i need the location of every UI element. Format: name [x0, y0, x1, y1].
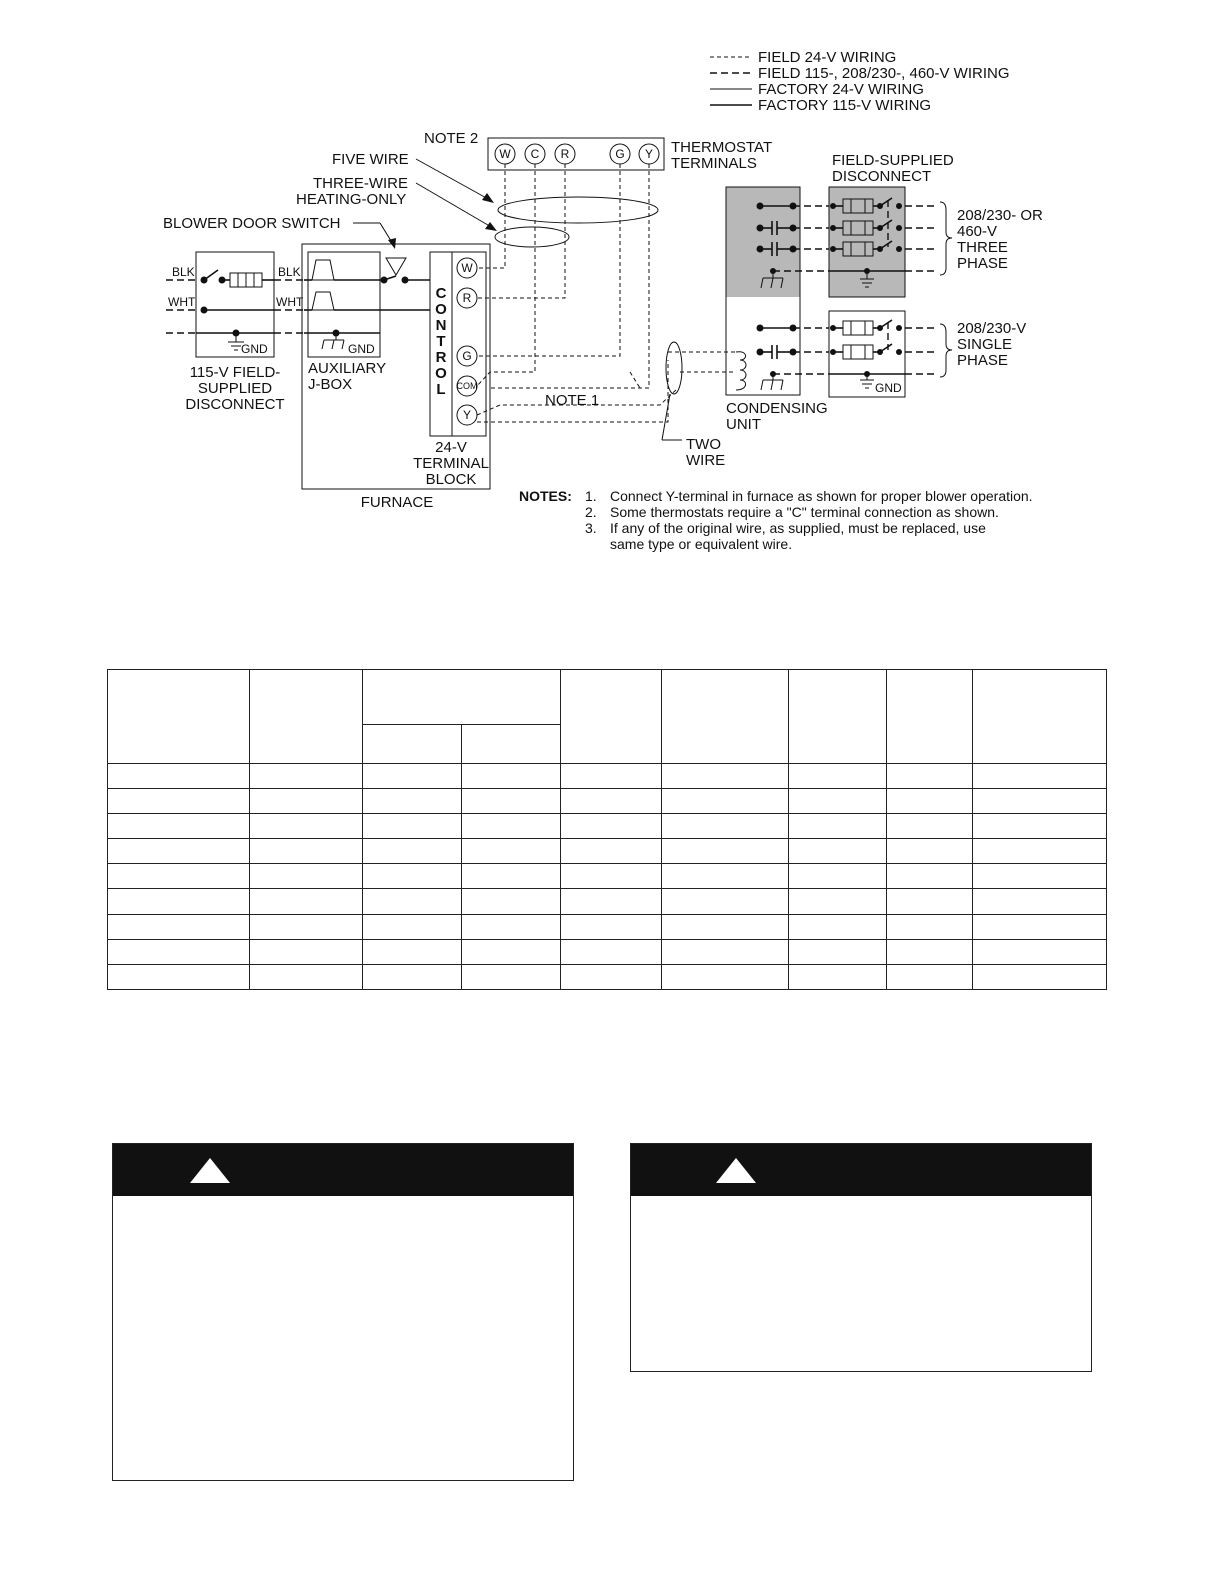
thermostat-terminal-g: G [615, 147, 625, 161]
warning-box-right [630, 1143, 1092, 1372]
field-24v-wiring [477, 164, 736, 469]
control-letter-t: T [436, 333, 446, 350]
three-wire-label-2: HEATING-ONLY [296, 191, 407, 208]
blower-door-switch-label: BLOWER DOOR SWITCH [163, 215, 341, 232]
table-row [108, 914, 1107, 939]
notes [519, 488, 1033, 552]
condensing-unit [726, 187, 828, 433]
thermostat-terminal-r: R [560, 147, 570, 161]
note-1-num: 1. [585, 488, 597, 504]
disconnect-blk-out: BLK [278, 265, 301, 279]
table-header-cell [363, 725, 462, 763]
condensing-label-1: CONDENSING [726, 400, 828, 417]
control-letter-o1: O [435, 301, 447, 318]
table-header-cell [363, 670, 561, 725]
table-header-cell [108, 670, 250, 764]
thermostat-label-2: TERMINALS [671, 155, 757, 172]
table-header-cell [887, 670, 973, 764]
note-2-num: 2. [585, 504, 597, 520]
thermostat-terminal-y: Y [644, 147, 654, 161]
control-terminal-g: G [462, 349, 472, 363]
furnace-label: FURNACE [360, 494, 434, 511]
table-row [108, 939, 1107, 964]
control-letter-n: N [435, 317, 447, 334]
table-header-cell [561, 670, 662, 764]
table-header-cell [789, 670, 887, 764]
warning-box-left [112, 1143, 574, 1481]
warning-header [113, 1144, 573, 1196]
warning-header [631, 1144, 1091, 1196]
table-header-cell [973, 670, 1107, 764]
disconnect-label-1: 115-V FIELD- [189, 364, 281, 381]
disconnect-wht-in: WHT [168, 295, 196, 309]
table-row [108, 839, 1107, 864]
jbox-label-1: AUXILIARY [308, 360, 387, 377]
note-3-text: If any of the original wire, as supplied, must be replaced, use [610, 520, 986, 536]
condensing-disconnects [773, 152, 1043, 397]
legend-factory-115v: FACTORY 115-V WIRING [758, 97, 932, 114]
note-2-label: NOTE 2 [424, 130, 479, 147]
disconnect-label-3: DISCONNECT [185, 396, 285, 413]
note-1-text: Connect Y-terminal in furnace as shown for proper blower operation. [610, 488, 1033, 504]
two-wire-label-2: WIRE [686, 452, 726, 469]
block-label-3: BLOCK [425, 471, 477, 488]
legend-field-115v: FIELD 115-, 208/230-, 460-V WIRING [758, 65, 1010, 82]
three-phase-label-3: THREE [957, 239, 1008, 256]
note-1-label: NOTE 1 [545, 392, 600, 409]
spec-table [107, 669, 1107, 990]
control-terminal-y: Y [462, 408, 472, 422]
legend-factory-24v: FACTORY 24-V WIRING [758, 81, 924, 98]
three-phase-label-1: 208/230- OR [957, 207, 1043, 224]
warning-triangle-icon [716, 1158, 756, 1183]
note-3-num: 3. [585, 520, 597, 536]
condensing-label-2: UNIT [726, 416, 761, 433]
control-letter-l: L [436, 381, 446, 398]
single-phase-label-2: SINGLE [957, 336, 1013, 353]
block-label-2: TERMINAL [413, 455, 489, 472]
table-row [108, 864, 1107, 889]
furnace [302, 244, 490, 511]
wire-callouts [163, 151, 658, 249]
disconnect-wht-out: WHT [276, 295, 304, 309]
three-wire-label-1: THREE-WIRE [313, 175, 408, 192]
cond-disconnect-gnd: GND [875, 381, 902, 395]
table-row [108, 763, 1107, 788]
legend-field-24v: FIELD 24-V WIRING [758, 49, 897, 66]
table-row [108, 788, 1107, 813]
wiring-diagram [0, 0, 1224, 600]
disconnect-blk-in: BLK [172, 265, 195, 279]
note-2-text: Some thermostats require a "C" terminal connection as shown. [610, 504, 999, 520]
legend [710, 49, 1010, 114]
table-header-row [108, 670, 1107, 725]
table-header-cell [662, 670, 789, 764]
note-3-text-cont: same type or equivalent wire. [610, 536, 793, 552]
control-terminal-r: R [462, 291, 472, 305]
single-phase-label-3: PHASE [957, 352, 1008, 369]
control-terminal-w: W [461, 261, 473, 275]
thermostat-label-1: THERMOSTAT [671, 139, 773, 156]
table-row [108, 813, 1107, 838]
thermostat-terminal-w: W [499, 147, 511, 161]
table-header-cell [462, 725, 561, 763]
three-phase-label-2: 460-V [957, 223, 998, 240]
field-disconnect-115v [166, 252, 304, 413]
table-header-cell [250, 670, 363, 764]
thermostat [424, 130, 772, 172]
disconnect-label-2: SUPPLIED [197, 380, 273, 397]
three-phase-label-4: PHASE [957, 255, 1008, 272]
notes-heading: NOTES: [519, 488, 572, 504]
jbox-gnd: GND [348, 342, 375, 356]
control-letter-c: C [435, 285, 447, 302]
disconnect-gnd: GND [241, 342, 268, 356]
cond-disconnect-label-1: FIELD-SUPPLIED [832, 152, 954, 169]
table-row [108, 964, 1107, 989]
five-wire-label: FIVE WIRE [332, 151, 409, 168]
block-label-1: 24-V [435, 439, 467, 456]
cond-disconnect-label-2: DISCONNECT [832, 168, 932, 185]
control-terminal-com: COM [456, 381, 478, 391]
two-wire-label-1: TWO [686, 436, 721, 453]
table-row [108, 889, 1107, 914]
single-phase-label-1: 208/230-V [957, 320, 1027, 337]
thermostat-terminal-c: C [530, 147, 540, 161]
warning-triangle-icon [190, 1158, 230, 1183]
jbox-label-2: J-BOX [308, 376, 353, 393]
control-letter-r: R [435, 349, 447, 366]
control-letter-o2: O [435, 365, 447, 382]
